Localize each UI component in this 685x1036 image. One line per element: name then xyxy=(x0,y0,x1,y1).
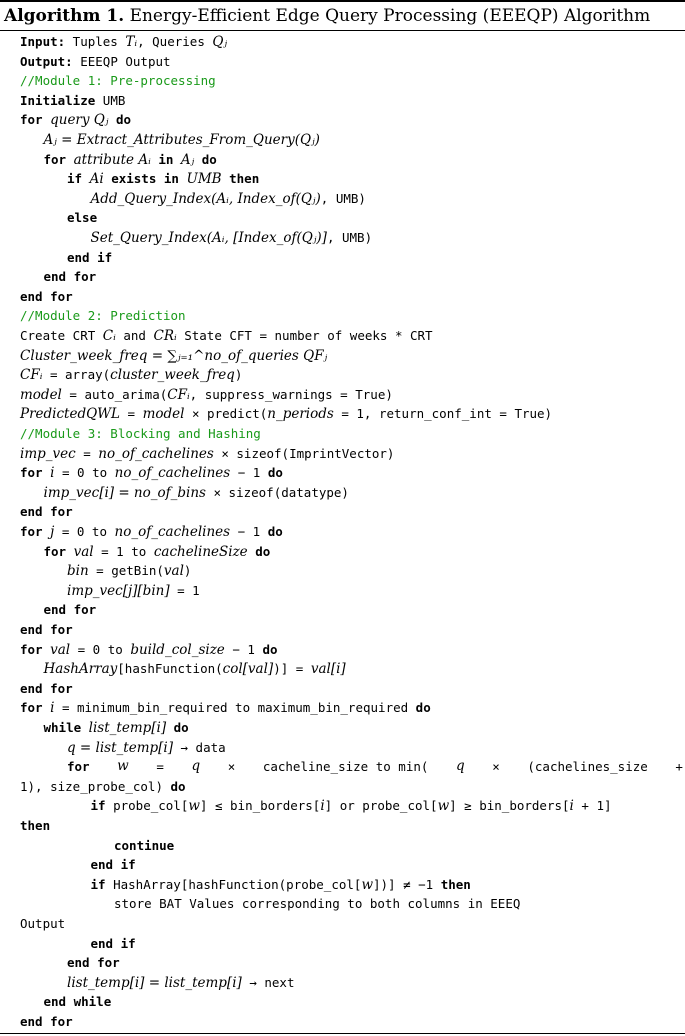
code-text: = getBin( xyxy=(88,563,164,579)
keyword: else xyxy=(67,210,98,226)
keyword: Output: xyxy=(20,53,73,69)
code-text xyxy=(166,720,174,735)
code-text xyxy=(108,112,116,127)
code-text: [hashFunction( xyxy=(117,661,223,677)
math-expression: val xyxy=(50,641,71,658)
code-line xyxy=(20,71,216,91)
code-text: = 0 to xyxy=(70,641,131,657)
code-text: HashArray[hashFunction(probe_col[ xyxy=(105,876,362,892)
code-line xyxy=(20,91,125,111)
math-expression: q xyxy=(456,758,465,775)
code-line xyxy=(20,306,186,326)
code-text: → data xyxy=(172,739,226,755)
math-expression: imp_vec[j][bin] xyxy=(67,582,170,599)
code-line xyxy=(91,875,471,895)
keyword: exists in xyxy=(111,171,179,187)
code-line xyxy=(91,855,136,875)
code-text: ) xyxy=(183,563,192,579)
code-line xyxy=(67,738,226,758)
code-line xyxy=(20,620,73,640)
code-line xyxy=(44,483,349,503)
math-expression: Add_Query_Index(Aᵢ, Index_of(Qⱼ) xyxy=(90,190,321,207)
math-expression: Qⱼ xyxy=(212,34,228,50)
keyword: end for xyxy=(20,622,73,637)
comment: //Module 3: Blocking and Hashing xyxy=(20,426,261,441)
code-line xyxy=(44,130,320,150)
code-text xyxy=(43,700,51,715)
code-text: = 1 xyxy=(169,582,200,598)
math-expression: Set_Query_Index(Aᵢ, [Index_of(Qⱼ)] xyxy=(90,230,327,246)
code-text xyxy=(43,112,51,127)
code-line xyxy=(44,718,189,738)
math-expression: no_of_cachelines xyxy=(114,524,231,540)
code-text: and xyxy=(115,328,154,343)
code-text: + 1] xyxy=(573,798,612,814)
code-text: × xyxy=(492,759,500,775)
math-expression: list_temp[i] xyxy=(88,720,167,736)
code-line xyxy=(20,816,50,836)
code-line xyxy=(20,502,73,522)
code-line xyxy=(20,777,186,797)
code-line xyxy=(20,326,433,346)
keyword: end while xyxy=(43,994,112,1010)
code-line xyxy=(67,169,259,189)
code-line xyxy=(20,32,227,52)
code-text: ] or probe_col[ xyxy=(324,798,438,814)
code-line xyxy=(44,542,271,562)
keyword: for xyxy=(20,641,43,657)
math-expression: UMB xyxy=(186,171,222,188)
code-line xyxy=(20,385,393,405)
code-text: = auto_arima( xyxy=(61,386,168,402)
math-expression: list_temp[i] = list_temp[i] xyxy=(67,974,242,991)
code-text xyxy=(173,152,181,167)
code-text xyxy=(43,465,51,480)
code-text: 1), size_probe_col) xyxy=(20,778,171,794)
math-expression: w xyxy=(361,876,373,893)
code-line xyxy=(91,796,612,816)
code-text: − 1 xyxy=(230,524,268,539)
code-text: State CFT = number of weeks * CRT xyxy=(176,328,433,343)
keyword: do xyxy=(255,543,271,559)
code-text: = 1 to xyxy=(93,543,154,559)
code-text: = 0 to xyxy=(54,524,115,539)
keyword: for xyxy=(20,524,43,539)
algorithm-caption xyxy=(4,3,650,29)
code-line xyxy=(20,404,552,424)
keyword: for xyxy=(20,465,43,481)
code-line xyxy=(91,228,373,248)
code-line xyxy=(20,679,73,699)
math-expression: CFᵢ xyxy=(167,386,190,403)
keyword: end if xyxy=(67,249,113,265)
code-text: EEEQP Output xyxy=(72,53,171,69)
math-expression: no_of_cachelines xyxy=(98,445,214,462)
code-text: × xyxy=(227,759,236,775)
keyword: end for xyxy=(67,955,120,971)
keyword: do xyxy=(173,720,189,735)
code-line xyxy=(67,561,191,581)
math-expression: HashArray xyxy=(43,661,118,678)
code-text: = xyxy=(156,759,164,775)
code-text: (cachelines_size xyxy=(527,759,648,775)
code-line xyxy=(44,600,97,620)
code-text: Tuples xyxy=(65,34,126,49)
code-text: = minimum_bin_required to maximum_bin_required xyxy=(54,700,416,716)
code-line xyxy=(20,698,431,718)
keyword: in xyxy=(158,151,174,167)
code-text: → next xyxy=(241,974,295,990)
math-expression: val[i] xyxy=(310,661,346,678)
keyword: for xyxy=(67,759,90,775)
code-line xyxy=(44,992,112,1012)
code-line xyxy=(20,463,283,483)
keyword: end for xyxy=(43,602,97,618)
code-text: × sizeof(datatype) xyxy=(205,484,349,500)
code-line xyxy=(20,424,261,444)
math-expression: i xyxy=(50,700,55,717)
math-expression: model xyxy=(142,406,185,423)
code-line xyxy=(20,52,171,72)
code-text: store BAT Values corresponding to both columns in EEEQ xyxy=(114,896,521,912)
code-text: × predict( xyxy=(184,406,268,422)
keyword: end if xyxy=(90,857,136,873)
keyword: then xyxy=(20,818,51,833)
algorithm-title: Energy-Efficient Edge Query Processing (EEEQP) Algorithm xyxy=(129,6,651,26)
code-text: Create CRT xyxy=(20,328,103,343)
code-text xyxy=(194,152,202,167)
code-text xyxy=(66,544,74,559)
math-expression: i xyxy=(320,798,325,815)
code-line xyxy=(67,208,97,228)
math-expression: no_of_cachelines xyxy=(114,465,231,482)
code-text: − 1 xyxy=(224,641,263,657)
keyword: then xyxy=(229,171,260,187)
code-line xyxy=(20,444,394,464)
math-expression: val xyxy=(73,543,94,560)
math-expression: query Qⱼ xyxy=(50,112,109,129)
keyword: continue xyxy=(114,837,175,853)
code-line xyxy=(20,110,131,130)
code-text: × sizeof(ImprintVector) xyxy=(213,445,395,461)
math-expression: i xyxy=(569,798,574,815)
code-text: probe_col[ xyxy=(105,798,189,814)
keyword: end for xyxy=(20,680,73,696)
keyword: do xyxy=(201,151,217,167)
keyword: Initialize xyxy=(20,92,96,108)
code-text xyxy=(66,152,74,167)
math-expression: w xyxy=(188,798,200,815)
math-expression: model xyxy=(20,386,62,403)
math-expression: j xyxy=(50,524,55,540)
code-text: = array( xyxy=(42,367,111,383)
math-expression: i xyxy=(50,465,55,482)
keyword: end if xyxy=(90,935,136,951)
code-line xyxy=(20,287,73,307)
keyword: for xyxy=(43,151,67,167)
code-line xyxy=(20,346,327,366)
code-line xyxy=(44,267,97,287)
keyword: do xyxy=(267,465,283,481)
math-expression: Cluster_week_freq = ∑ⱼ₌₁^no_of_queries QFⱼ xyxy=(20,347,328,364)
comment: //Module 1: Pre-processing xyxy=(20,73,216,89)
keyword: if xyxy=(90,798,106,814)
keyword: do xyxy=(267,524,283,539)
math-expression: build_col_size xyxy=(130,641,225,658)
comment: //Module 2: Prediction xyxy=(20,308,186,324)
code-text: ] ≥ bin_borders[ xyxy=(449,798,570,814)
keyword: Input: xyxy=(20,34,66,49)
math-expression: Tᵢ xyxy=(125,34,138,50)
math-expression: cachelineSize xyxy=(153,543,248,560)
math-expression: CFᵢ xyxy=(20,367,43,384)
math-expression: n_periods xyxy=(267,406,334,423)
code-text: , UMB) xyxy=(320,190,366,206)
math-expression: Aⱼ = Extract_Attributes_From_Query(Qⱼ) xyxy=(43,132,320,148)
keyword: do xyxy=(170,778,186,794)
keyword: while xyxy=(43,720,82,735)
math-expression: CRᵢ xyxy=(153,328,177,344)
code-line xyxy=(44,150,217,170)
code-text: = xyxy=(75,445,99,461)
code-text: − 1 xyxy=(230,465,268,481)
math-expression: w xyxy=(117,758,129,775)
top-rule xyxy=(0,0,685,2)
math-expression: imp_vec xyxy=(20,445,76,462)
code-text: ) xyxy=(234,367,243,383)
code-line xyxy=(91,934,136,954)
math-expression: attribute Aᵢ xyxy=(73,151,151,168)
code-text: , Queries xyxy=(137,34,213,49)
algorithm-number: Algorithm 1. xyxy=(4,6,125,26)
code-text: ] ≤ bin_borders[ xyxy=(199,798,321,814)
keyword: end for xyxy=(20,1014,73,1029)
bottom-rule xyxy=(0,1033,685,1034)
math-expression: w xyxy=(437,798,450,815)
math-expression: cluster_week_freq xyxy=(110,367,235,384)
keyword: for xyxy=(20,112,43,128)
code-text xyxy=(82,171,90,186)
code-text: )] = xyxy=(273,661,311,677)
code-line xyxy=(44,659,346,679)
code-text: , UMB) xyxy=(326,230,373,245)
code-text: cacheline_size to min( xyxy=(262,759,429,775)
code-text: , suppress_warnings = True) xyxy=(189,386,393,402)
keyword: end for xyxy=(20,504,73,520)
keyword: if xyxy=(67,171,83,187)
math-expression: Cᵢ xyxy=(102,328,116,344)
keyword: do xyxy=(262,641,278,657)
code-line xyxy=(67,757,683,777)
code-text: + xyxy=(675,759,683,775)
keyword: end for xyxy=(20,288,73,304)
math-expression: imp_vec[i] = no_of_bins xyxy=(43,484,206,501)
code-line xyxy=(20,522,283,542)
code-text: = xyxy=(120,406,143,422)
keyword: end for xyxy=(43,269,97,285)
code-text xyxy=(222,171,230,186)
keyword: if xyxy=(90,876,106,892)
math-expression: Ai xyxy=(89,171,104,188)
code-text xyxy=(43,524,51,539)
math-expression: PredictedQWL xyxy=(20,406,121,423)
code-text: ])] ≠ −1 xyxy=(373,876,441,892)
code-text: UMB xyxy=(95,92,126,108)
code-line xyxy=(67,248,112,268)
code-line xyxy=(114,836,174,856)
code-line xyxy=(67,953,120,973)
caption-rule xyxy=(0,30,685,31)
math-expression: Aⱼ xyxy=(180,151,195,168)
code-line xyxy=(67,581,200,601)
math-expression: val xyxy=(163,563,184,580)
code-text xyxy=(81,720,89,735)
math-expression: q xyxy=(191,758,201,775)
code-line xyxy=(20,365,242,385)
code-line xyxy=(20,1012,73,1032)
keyword: for xyxy=(20,700,43,716)
keyword: then xyxy=(440,876,471,892)
code-text: = 1, return_conf_int = True) xyxy=(333,406,553,422)
code-line xyxy=(91,189,366,209)
code-line xyxy=(114,894,520,914)
keyword: do xyxy=(415,700,431,716)
math-expression: col[val] xyxy=(222,661,274,678)
code-text: Output xyxy=(20,916,66,931)
math-expression: q = list_temp[i] xyxy=(67,739,173,756)
code-line xyxy=(20,640,278,660)
code-text: = 0 to xyxy=(54,465,115,481)
math-expression: bin xyxy=(67,563,89,580)
code-line xyxy=(67,973,294,993)
keyword: do xyxy=(115,112,132,128)
code-line xyxy=(20,914,65,934)
keyword: for xyxy=(43,543,67,559)
code-text xyxy=(43,642,51,657)
